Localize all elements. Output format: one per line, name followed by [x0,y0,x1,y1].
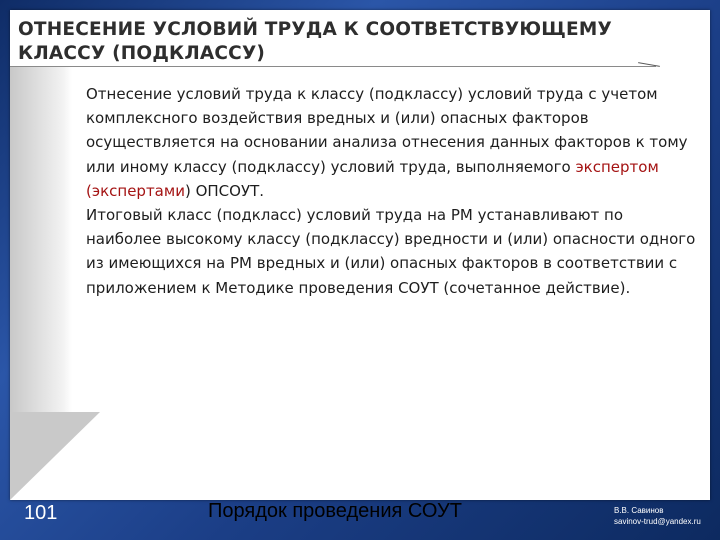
page-number: 101 [24,502,58,524]
slide-body [86,82,698,300]
author-info [614,505,701,527]
author-email: savinov-trud@yandex.ru [614,517,701,526]
slide-title-line1: ОТНЕСЕНИЕ УСЛОВИЙ ТРУДА К СООТВЕТСТВУЮЩЕМУ [18,19,612,40]
paragraph-1-end: ) ОПСОУТ. [184,181,265,200]
title-divider [10,66,656,67]
author-name: В.В. Савинов [614,506,664,515]
paragraph-1-highlight: экспертом (экспертами [86,157,659,200]
slide-title-line2: КЛАССУ (ПОДКЛАССУ) [18,43,266,64]
slide-title [18,18,658,66]
paragraph-1-text: Отнесение условий труда к классу (подклассу) условий труда с учетом комплексного воздействия вредных и (или) опасных факторов осуществляется на основании анализа отнесения данных факторов к тому или иному классу (подклассу) условий труда, выполняемого [86,85,688,176]
corner-decoration [10,412,100,500]
paragraph-1 [86,82,698,203]
left-decorative-strip [10,66,72,412]
footer-title: Порядок проведения СОУТ [208,500,462,522]
paragraph-2: Итоговый класс (подкласс) условий труда на РМ устанавливают по наиболее высокому классу (подклассу) вредности и (или) опасности одного из имеющихся на РМ вредных и (или) опасных факторов в соответствии с приложением к Методике проведения СОУТ (сочетанное действие). [86,206,696,297]
